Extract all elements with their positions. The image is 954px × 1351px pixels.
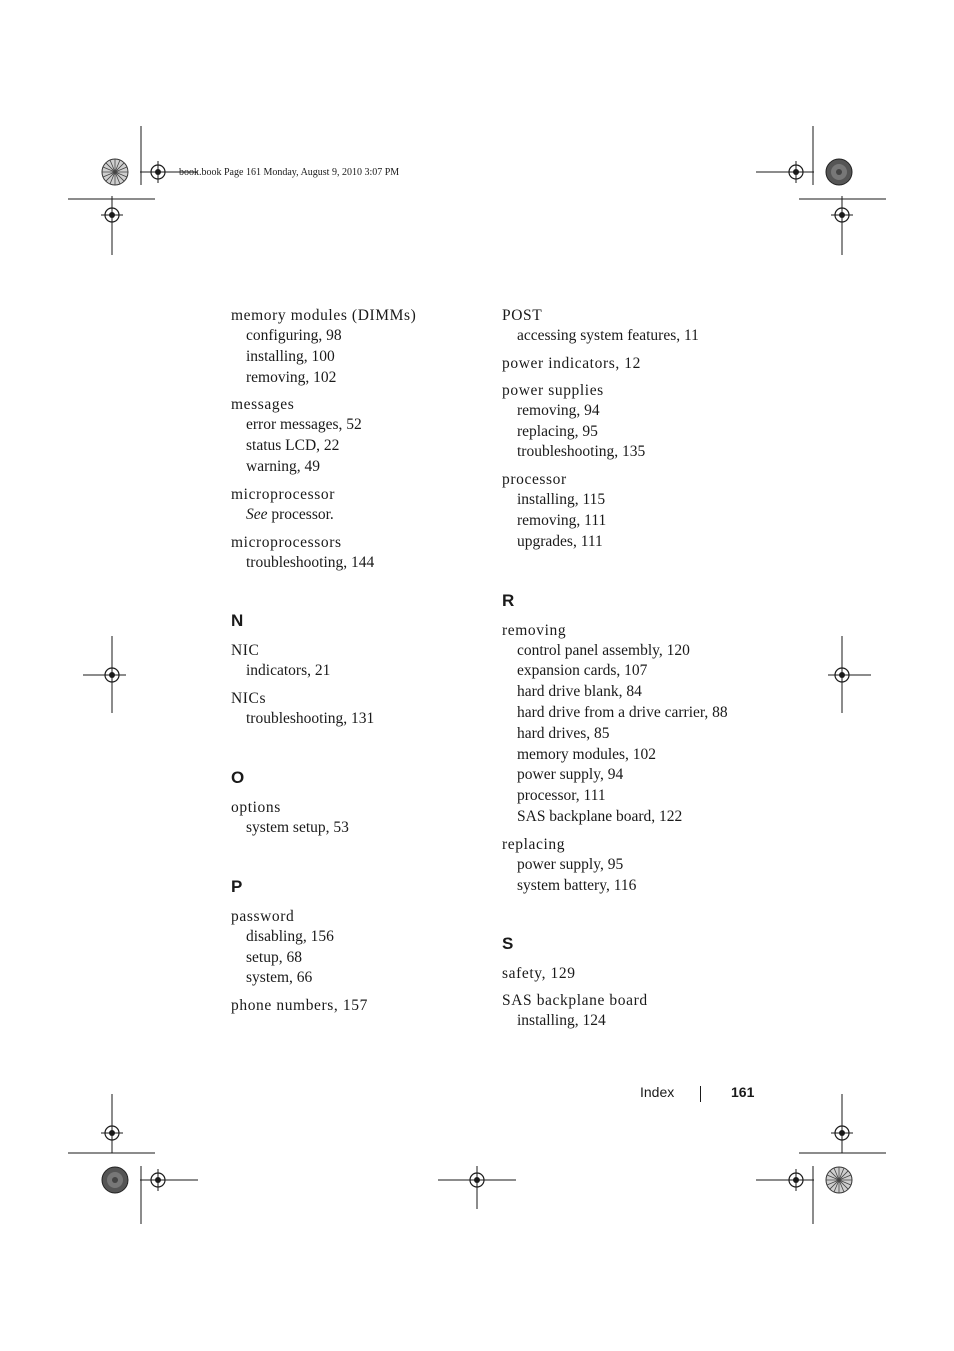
index-subentry: error messages, 52 [246, 416, 362, 434]
index-subentry: SAS backplane board, 122 [517, 807, 683, 825]
index-subentry: installing, 100 [246, 347, 335, 365]
index-subentry: processor, 111 [517, 787, 606, 805]
index-subentry: system battery, 116 [517, 876, 637, 894]
index-subentry: indicators, 21 [246, 662, 331, 680]
index-letter-heading: R [502, 590, 515, 610]
index-subentry: troubleshooting, 144 [246, 553, 375, 571]
index-term: power indicators, 12 [502, 354, 641, 372]
index-term: phone numbers, 157 [231, 997, 368, 1015]
index-subentry: power supply, 94 [517, 766, 624, 784]
index-term: NIC [231, 642, 260, 660]
index-subentry: accessing system features, 11 [517, 327, 699, 344]
index-subentry: memory modules, 102 [517, 745, 657, 763]
index-letter-heading: S [502, 934, 514, 954]
index-subentry: setup, 68 [246, 948, 302, 966]
index-letter-heading: N [231, 611, 244, 631]
index-letter-heading: P [231, 876, 243, 896]
index-term: safety, 129 [502, 965, 576, 983]
index-term: POST [502, 307, 543, 324]
index-term: messages [231, 396, 295, 414]
index-term: processor [502, 471, 567, 489]
index-subentry: removing, 102 [246, 368, 337, 386]
index-subentry: replacing, 95 [517, 422, 598, 440]
crop-marks-top-right [756, 126, 886, 255]
page-number: 161 [731, 1084, 755, 1100]
crop-marks-bottom-left [68, 1094, 198, 1224]
index-subentry: removing, 111 [517, 511, 607, 529]
index-subentry: hard drive blank, 84 [517, 683, 642, 701]
index-subentry: installing, 124 [517, 1012, 606, 1030]
index-subentry: status LCD, 22 [246, 437, 340, 455]
index-subentry: control panel assembly, 120 [517, 641, 690, 659]
index-term: removing [502, 621, 567, 639]
index-term: replacing [502, 835, 566, 853]
index-subentry: power supply, 95 [517, 855, 624, 873]
index-subentry: system, 66 [246, 969, 313, 987]
index-subentry: expansion cards, 107 [517, 662, 648, 680]
index-term: options [231, 798, 281, 816]
index-subentry: disabling, 156 [246, 927, 334, 945]
index-subentry: hard drives, 85 [517, 724, 610, 742]
crop-marks-bottom-right [756, 1094, 886, 1224]
index-letter-heading: O [231, 767, 245, 787]
index-term: NICs [231, 690, 267, 708]
index-term: power supplies [502, 381, 604, 399]
index-term: microprocessor [231, 485, 335, 503]
crop-marks-middle [83, 636, 871, 713]
index-subentry: troubleshooting, 131 [246, 710, 375, 728]
crop-marks-top-left [68, 126, 198, 255]
index-subentry: system setup, 53 [246, 818, 349, 836]
index-subentry: hard drive from a drive carrier, 88 [517, 703, 728, 721]
crop-marks-bottom-center [438, 1166, 516, 1209]
see-reference-target: processor. [267, 505, 334, 523]
see-reference-label: See [246, 505, 268, 523]
index-subentry: installing, 115 [517, 491, 606, 509]
footer-section-label: Index [640, 1084, 675, 1100]
index-subentry: troubleshooting, 135 [517, 443, 646, 461]
index-term: microprocessors [231, 533, 342, 551]
index-subentry: upgrades, 111 [517, 532, 603, 550]
print-slug: book.book Page 161 Monday, August 9, 2010 3:07 PM [179, 167, 400, 178]
index-subentry: configuring, 98 [246, 327, 342, 344]
index-term: password [231, 907, 295, 925]
index-term: SAS backplane board [502, 992, 648, 1010]
index-term: memory modules (DIMMs) [231, 307, 417, 324]
index-subentry: warning, 49 [246, 457, 321, 475]
index-subentry: removing, 94 [517, 401, 600, 419]
